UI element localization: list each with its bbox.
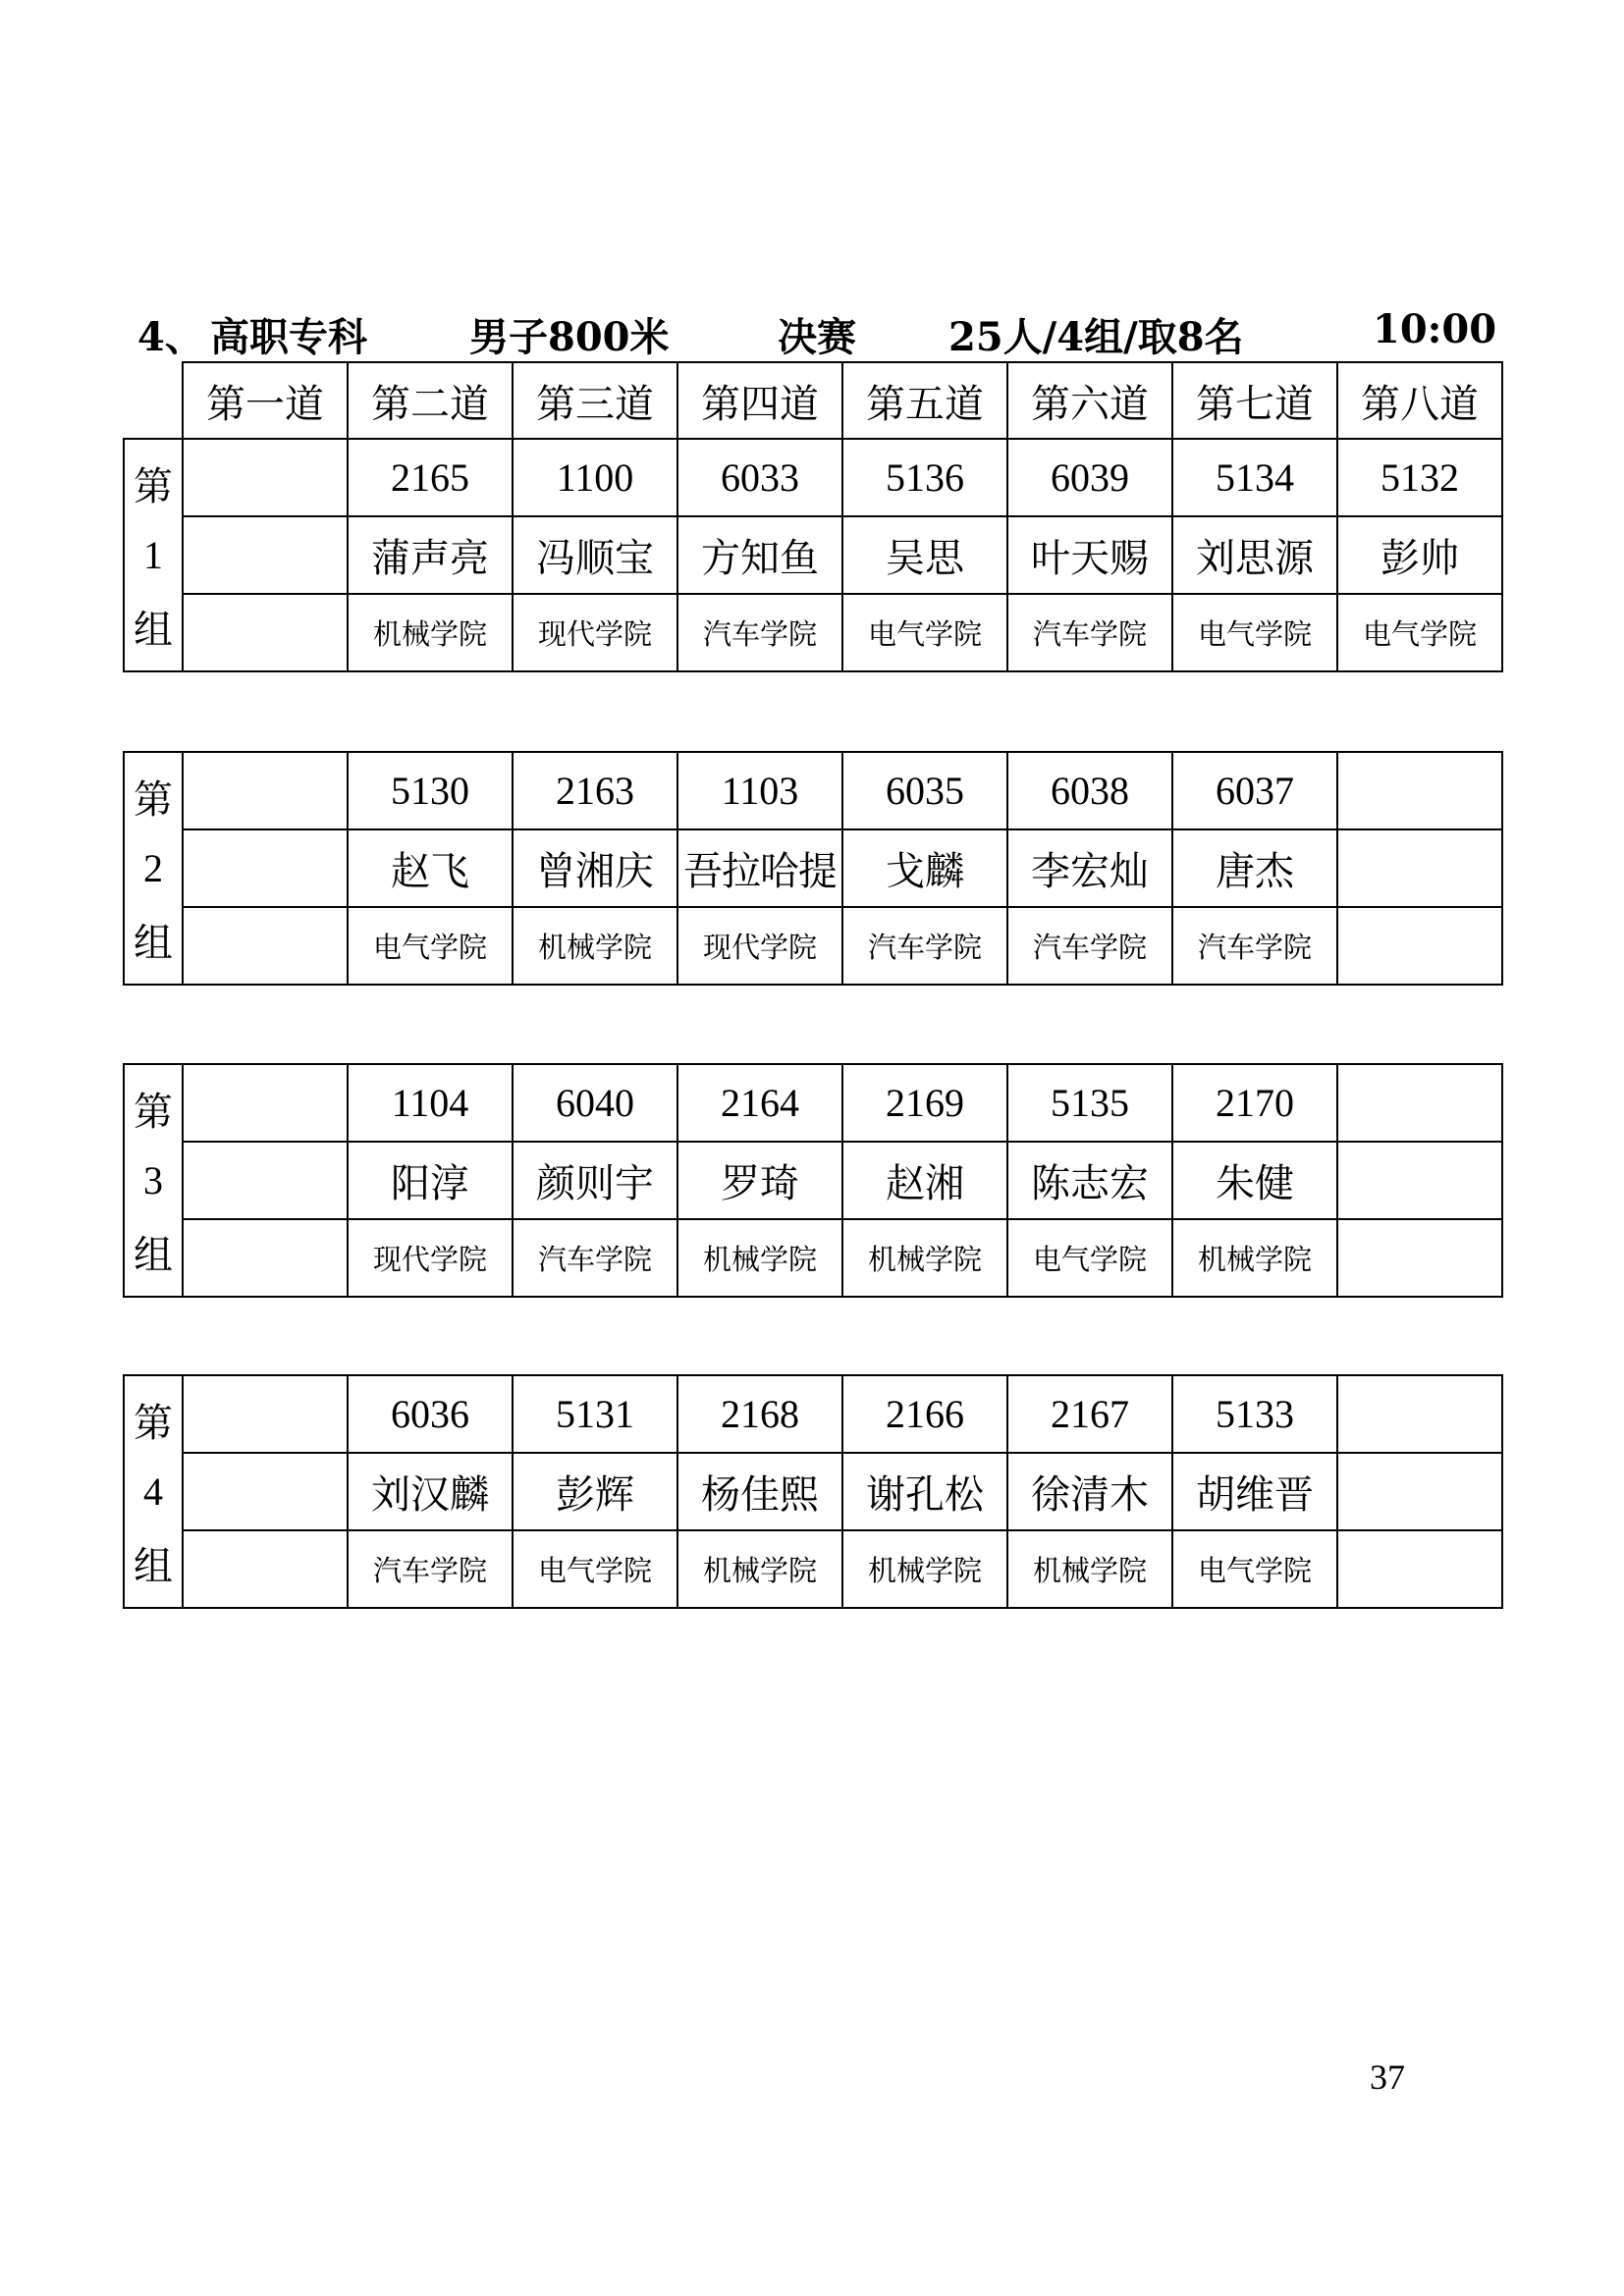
bib-cell: 2165 bbox=[348, 439, 513, 516]
group-label-char: 第 bbox=[134, 1089, 173, 1134]
name-cell: 彭帅 bbox=[1337, 516, 1502, 594]
college-cell: 汽车学院 bbox=[513, 1219, 677, 1297]
bib-cell bbox=[183, 439, 348, 516]
name-cell: 吾拉哈提 bbox=[677, 829, 842, 907]
bib-cell: 1103 bbox=[677, 752, 842, 829]
college-cell bbox=[1337, 1219, 1502, 1297]
heading-index: 4、 bbox=[137, 314, 204, 360]
college-cell: 机械学院 bbox=[348, 594, 513, 671]
bib-cell: 2169 bbox=[842, 1064, 1007, 1142]
bib-cell: 2163 bbox=[513, 752, 677, 829]
college-cell bbox=[1337, 907, 1502, 985]
lane-header-1: 第一道 bbox=[183, 362, 348, 439]
group-label-char: 组 bbox=[134, 1544, 173, 1589]
college-cell bbox=[183, 907, 348, 985]
name-row bbox=[124, 829, 1502, 907]
group-label-number: 1 bbox=[143, 532, 163, 577]
bib-cell bbox=[1337, 752, 1502, 829]
group-label bbox=[124, 439, 183, 671]
bib-cell: 6033 bbox=[677, 439, 842, 516]
name-cell: 曾湘庆 bbox=[513, 829, 677, 907]
name-cell: 冯顺宝 bbox=[513, 516, 677, 594]
group-label-char: 组 bbox=[134, 608, 173, 653]
college-cell: 机械学院 bbox=[677, 1530, 842, 1608]
college-cell: 机械学院 bbox=[842, 1219, 1007, 1297]
college-cell: 机械学院 bbox=[1172, 1219, 1337, 1297]
name-cell: 罗琦 bbox=[677, 1142, 842, 1219]
bib-cell: 5136 bbox=[842, 439, 1007, 516]
name-row bbox=[124, 516, 1502, 594]
name-cell: 陈志宏 bbox=[1007, 1142, 1172, 1219]
name-cell: 阳淳 bbox=[348, 1142, 513, 1219]
bib-cell: 2164 bbox=[677, 1064, 842, 1142]
college-cell bbox=[1337, 1530, 1502, 1608]
heading-category: 高职专科 bbox=[210, 314, 367, 360]
college-cell: 电气学院 bbox=[348, 907, 513, 985]
heading-round: 决赛 bbox=[778, 314, 856, 360]
bib-cell: 1104 bbox=[348, 1064, 513, 1142]
bib-row bbox=[124, 752, 1502, 829]
college-row bbox=[124, 907, 1502, 985]
name-cell bbox=[183, 1453, 348, 1530]
name-cell: 戈麟 bbox=[842, 829, 1007, 907]
group-label-number: 4 bbox=[143, 1468, 163, 1514]
name-cell bbox=[183, 516, 348, 594]
name-cell: 方知鱼 bbox=[677, 516, 842, 594]
group-label-char: 组 bbox=[134, 921, 173, 966]
college-cell bbox=[183, 1219, 348, 1297]
name-cell bbox=[183, 829, 348, 907]
college-cell: 机械学院 bbox=[842, 1530, 1007, 1608]
bib-cell: 5130 bbox=[348, 752, 513, 829]
lane-header-4: 第四道 bbox=[677, 362, 842, 439]
lane-header-6: 第六道 bbox=[1007, 362, 1172, 439]
college-cell: 汽车学院 bbox=[1007, 907, 1172, 985]
name-cell: 吴思 bbox=[842, 516, 1007, 594]
bib-cell bbox=[183, 752, 348, 829]
bib-cell: 2166 bbox=[842, 1375, 1007, 1453]
group-label-char: 第 bbox=[134, 776, 173, 822]
group-1-table bbox=[123, 361, 1503, 672]
college-row bbox=[124, 1530, 1502, 1608]
name-cell bbox=[1337, 1142, 1502, 1219]
bib-cell: 6039 bbox=[1007, 439, 1172, 516]
bib-row bbox=[124, 439, 1502, 516]
group-label-char: 第 bbox=[134, 463, 173, 508]
bib-cell: 2168 bbox=[677, 1375, 842, 1453]
lane-header-row bbox=[124, 362, 1502, 439]
group-label-char: 组 bbox=[134, 1233, 173, 1278]
bib-cell: 5131 bbox=[513, 1375, 677, 1453]
bib-cell: 2170 bbox=[1172, 1064, 1337, 1142]
bib-cell bbox=[1337, 1375, 1502, 1453]
name-cell: 赵飞 bbox=[348, 829, 513, 907]
group-label-number: 2 bbox=[143, 845, 163, 890]
group-label bbox=[124, 752, 183, 985]
name-cell: 杨佳熙 bbox=[677, 1453, 842, 1530]
college-cell bbox=[183, 1530, 348, 1608]
group-2-table bbox=[123, 751, 1503, 986]
name-cell: 叶天赐 bbox=[1007, 516, 1172, 594]
corner-cell bbox=[124, 362, 183, 439]
college-cell: 机械学院 bbox=[513, 907, 677, 985]
name-cell bbox=[183, 1142, 348, 1219]
college-cell: 机械学院 bbox=[677, 1219, 842, 1297]
bib-cell: 5133 bbox=[1172, 1375, 1337, 1453]
lane-header-8: 第八道 bbox=[1337, 362, 1502, 439]
name-row bbox=[124, 1453, 1502, 1530]
name-cell: 彭辉 bbox=[513, 1453, 677, 1530]
bib-cell: 5134 bbox=[1172, 439, 1337, 516]
name-cell bbox=[1337, 829, 1502, 907]
college-cell: 汽车学院 bbox=[348, 1530, 513, 1608]
heading-event: 男子800米 bbox=[469, 314, 670, 360]
college-cell: 电气学院 bbox=[1337, 594, 1502, 671]
bib-row bbox=[124, 1375, 1502, 1453]
bib-cell bbox=[183, 1064, 348, 1142]
name-cell: 胡维晋 bbox=[1172, 1453, 1337, 1530]
name-cell: 刘汉麟 bbox=[348, 1453, 513, 1530]
college-cell: 汽车学院 bbox=[1172, 907, 1337, 985]
college-cell: 电气学院 bbox=[513, 1530, 677, 1608]
group-3-table bbox=[123, 1063, 1503, 1298]
name-cell: 谢孔松 bbox=[842, 1453, 1007, 1530]
college-cell: 机械学院 bbox=[1007, 1530, 1172, 1608]
name-cell: 蒲声亮 bbox=[348, 516, 513, 594]
bib-cell: 2167 bbox=[1007, 1375, 1172, 1453]
bib-cell: 6037 bbox=[1172, 752, 1337, 829]
bib-cell: 1100 bbox=[513, 439, 677, 516]
heading-summary: 25人/4组/取8名 bbox=[948, 314, 1244, 360]
college-cell: 现代学院 bbox=[677, 907, 842, 985]
college-cell: 电气学院 bbox=[1007, 1219, 1172, 1297]
group-4-table bbox=[123, 1374, 1503, 1609]
name-cell: 李宏灿 bbox=[1007, 829, 1172, 907]
college-cell: 汽车学院 bbox=[1007, 594, 1172, 671]
bib-cell: 5135 bbox=[1007, 1064, 1172, 1142]
page-number: 37 bbox=[1370, 2057, 1405, 2097]
name-cell: 朱健 bbox=[1172, 1142, 1337, 1219]
college-cell: 汽车学院 bbox=[842, 907, 1007, 985]
name-row bbox=[124, 1142, 1502, 1219]
group-label bbox=[124, 1375, 183, 1608]
lane-header-3: 第三道 bbox=[513, 362, 677, 439]
bib-cell: 6035 bbox=[842, 752, 1007, 829]
name-cell: 徐清木 bbox=[1007, 1453, 1172, 1530]
heading-time: 10:00 bbox=[1373, 306, 1497, 352]
bib-row bbox=[124, 1064, 1502, 1142]
bib-cell: 6038 bbox=[1007, 752, 1172, 829]
college-cell: 电气学院 bbox=[1172, 1530, 1337, 1608]
name-cell bbox=[1337, 1453, 1502, 1530]
event-heading bbox=[137, 306, 1512, 360]
name-cell: 唐杰 bbox=[1172, 829, 1337, 907]
group-label-char: 第 bbox=[134, 1400, 173, 1445]
group-label-number: 3 bbox=[143, 1157, 163, 1202]
name-cell: 刘思源 bbox=[1172, 516, 1337, 594]
college-row bbox=[124, 1219, 1502, 1297]
college-cell: 汽车学院 bbox=[677, 594, 842, 671]
bib-cell bbox=[1337, 1064, 1502, 1142]
college-cell: 现代学院 bbox=[348, 1219, 513, 1297]
bib-cell: 6040 bbox=[513, 1064, 677, 1142]
group-label bbox=[124, 1064, 183, 1297]
college-cell bbox=[183, 594, 348, 671]
college-cell: 现代学院 bbox=[513, 594, 677, 671]
college-cell: 电气学院 bbox=[842, 594, 1007, 671]
college-row bbox=[124, 594, 1502, 671]
name-cell: 赵湘 bbox=[842, 1142, 1007, 1219]
bib-cell bbox=[183, 1375, 348, 1453]
bib-cell: 5132 bbox=[1337, 439, 1502, 516]
lane-header-5: 第五道 bbox=[842, 362, 1007, 439]
lane-header-2: 第二道 bbox=[348, 362, 513, 439]
name-cell: 颜则宇 bbox=[513, 1142, 677, 1219]
college-cell: 电气学院 bbox=[1172, 594, 1337, 671]
bib-cell: 6036 bbox=[348, 1375, 513, 1453]
lane-header-7: 第七道 bbox=[1172, 362, 1337, 439]
